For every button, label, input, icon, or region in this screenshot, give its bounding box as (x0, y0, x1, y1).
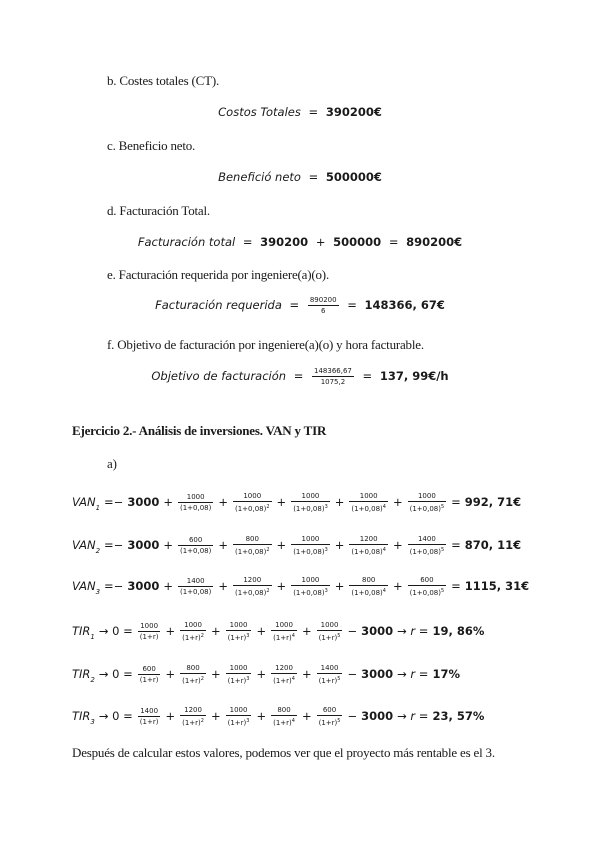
eq-e-num: 890200 (309, 296, 337, 304)
plus-sign: + (210, 624, 221, 638)
van-term (408, 576, 447, 597)
tir-term-den: (1+r) (139, 633, 159, 641)
van-equation-1 (72, 492, 521, 513)
van-result: 1115, 31€ (464, 579, 530, 593)
item-b-label: b. Costes totales (CT). (107, 73, 220, 88)
tir-term-den: $(1+r)^4$ (273, 718, 295, 727)
plus-sign: + (276, 579, 287, 593)
van-term-num: 1000 (291, 576, 330, 586)
equals-minus: =− (104, 538, 124, 552)
item-c-label: c. Beneficio neto. (107, 138, 196, 153)
plus-sign: + (210, 667, 221, 681)
plus-sign: + (218, 538, 228, 552)
eq-f-den: 1075,2 (320, 378, 346, 386)
tir-term (138, 665, 161, 684)
tir-result: 19, 86% (432, 624, 485, 638)
tir-term-den: $(1+r)^5$ (318, 718, 341, 727)
van-term (178, 577, 213, 596)
van-term-den: $(1+0,08)^4$ (351, 588, 386, 597)
equation-objetivo-facturacion: Objetivo de facturación = $\frac{148366,67}{1075,2}$ = 137, 99€/h (151, 367, 449, 386)
plus-sign: + (301, 709, 312, 723)
tir-equation-1 (72, 621, 484, 642)
equals-minus: =− (104, 579, 124, 593)
tir-term-num: 600 (138, 665, 161, 675)
van-term-num: 1000 (349, 492, 388, 502)
tir-term-num: 1200 (271, 664, 297, 674)
minus-sign: − (347, 624, 358, 638)
tir-term-num: 600 (317, 706, 343, 716)
equals-minus: =− (104, 495, 124, 509)
equation-costos-totales: Costos Totales = 390200€ (218, 105, 382, 119)
eq-c-label: Benefició neto (218, 170, 301, 184)
plus-sign: + (256, 709, 267, 723)
minus-sign: − (347, 667, 358, 681)
item-d-label: d. Facturación Total. (107, 203, 210, 218)
van-term-num: 1000 (291, 535, 330, 545)
van-term-den: $(1+0,08)^3$ (293, 547, 328, 556)
van-term (291, 576, 330, 597)
arrow-r: → r = (397, 624, 429, 638)
van-term-den: $(1+0,08)^5$ (409, 588, 445, 597)
eq-e-label: Facturación requerida (155, 298, 282, 312)
tir-index: 3 (90, 718, 95, 726)
tir-term-den: $(1+r)^3$ (227, 718, 250, 727)
eq-d-label: Facturación total (137, 235, 236, 249)
van-term-num: 1000 (178, 493, 213, 503)
van-term-den: $(1+0,08)^2$ (234, 588, 270, 597)
plus-sign: + (334, 495, 345, 509)
eq-d-value: 890200€ (406, 235, 463, 249)
item-e-label: e. Facturación requerida por ingeniere(a)(o). (107, 267, 329, 282)
plus-sign: + (301, 667, 312, 681)
tir-term-num: 1000 (138, 622, 161, 632)
eq-f-value: 137, 99€/h (379, 369, 449, 383)
van-term (233, 492, 272, 513)
van-investment: 3000 (127, 538, 160, 552)
eq-b-value: 390200€ (325, 105, 382, 119)
eq-f-num: 148366,67 (314, 367, 352, 375)
equation-facturacion-total: Facturación total = 390200 + 500000 = 890200€ (137, 235, 463, 249)
tir-investment: 3000 (361, 709, 394, 723)
tir-term-den: $(1+r)^4$ (273, 633, 295, 642)
arrow-r: → r = (397, 709, 429, 723)
tir-equation-3 (72, 706, 484, 727)
tir-term-num: 800 (271, 706, 297, 716)
van-equation-2 (72, 535, 521, 556)
tir-term-num: 1000 (317, 621, 343, 631)
tir-name: TIR (72, 624, 91, 638)
van-term-den: (1+0,08) (179, 588, 212, 596)
tir-term-num: 1400 (317, 664, 343, 674)
van-term-den: (1+0,08) (179, 504, 212, 512)
van-index: 3 (95, 588, 101, 596)
plus-sign: + (334, 579, 345, 593)
equation-facturacion-requerida: Facturación requerida = $\frac{890200}{6}$ = 148366, 67€ (155, 296, 445, 315)
tir-term-num: 1400 (138, 707, 161, 717)
tir-term-num: 1200 (180, 706, 206, 716)
tir-name: TIR (72, 709, 91, 723)
tir-term (271, 621, 297, 642)
arrow-zero: → 0 = (98, 667, 133, 681)
van-investment: 3000 (127, 579, 160, 593)
arrow-zero: → 0 = (98, 624, 133, 638)
van-index: 1 (95, 504, 101, 512)
van-term (291, 535, 330, 556)
van-term-den: $(1+0,08)^2$ (234, 547, 270, 556)
tir-index: 2 (90, 676, 95, 684)
eq-e-fraction (308, 296, 339, 315)
tir-term (138, 622, 161, 641)
tir-term-num: 1000 (226, 706, 252, 716)
tir-term (226, 706, 252, 727)
plus-sign: + (334, 538, 345, 552)
van-term (408, 535, 447, 556)
van-term-den: $(1+0,08)^4$ (351, 504, 386, 513)
tir-investment: 3000 (361, 667, 394, 681)
tir-term (180, 664, 206, 685)
van-term (291, 492, 330, 513)
eq-d-b: 500000 (333, 235, 382, 249)
van-term (178, 493, 213, 512)
van-name: VAN (72, 538, 96, 552)
tir-result: 17% (432, 667, 460, 681)
plus-sign: + (218, 495, 228, 509)
van-term (178, 536, 213, 555)
tir-term-den: $(1+r)^5$ (318, 676, 341, 685)
van-term-den: $(1+0,08)^5$ (409, 547, 445, 556)
van-result: 992, 71€ (464, 495, 522, 509)
van-term (349, 492, 388, 513)
van-term-den: $(1+0,08)^4$ (351, 547, 386, 556)
van-term (408, 492, 447, 513)
plus-sign: + (256, 667, 267, 681)
tir-term (317, 706, 343, 727)
van-name: VAN (72, 579, 96, 593)
tir-term-num: 1000 (271, 621, 297, 631)
van-term-num: 1200 (233, 576, 272, 586)
equals-sign: = (451, 538, 461, 552)
equals-sign: = (451, 579, 461, 593)
plus-sign: + (392, 495, 403, 509)
eq-e-value: 148366, 67€ (364, 298, 445, 312)
subsection-a-label: a) (107, 456, 117, 471)
minus-sign: − (347, 709, 358, 723)
tir-equation-2 (72, 664, 460, 685)
tir-term-num: 1000 (226, 664, 252, 674)
van-investment: 3000 (127, 495, 160, 509)
plus-sign: + (392, 579, 403, 593)
plus-sign: + (210, 709, 221, 723)
tir-term (317, 621, 343, 642)
tir-term-num: 1000 (180, 621, 206, 631)
tir-term (226, 664, 252, 685)
tir-term-den: $(1+r)^2$ (182, 676, 204, 685)
item-f-label: f. Objetivo de facturación por ingeniere(a)(o) y hora facturable. (107, 337, 424, 352)
van-term-num: 1000 (408, 492, 447, 502)
tir-term (138, 707, 161, 726)
tir-term (226, 621, 252, 642)
tir-term-den: $(1+r)^3$ (227, 676, 250, 685)
equation-beneficio-neto: Benefició neto = 500000€ (218, 170, 382, 184)
arrow-zero: → 0 = (98, 709, 133, 723)
eq-b-label: Costos Totales (218, 105, 301, 119)
van-term (233, 576, 272, 597)
plus-sign: + (276, 538, 287, 552)
plus-sign: + (163, 538, 173, 552)
van-term-num: 800 (233, 535, 272, 545)
eq-c-value: 500000€ (325, 170, 382, 184)
van-term-num: 600 (408, 576, 447, 586)
van-result: 870, 11€ (464, 538, 522, 552)
van-term (233, 535, 272, 556)
tir-term-num: 800 (180, 664, 206, 674)
van-term-den: $(1+0,08)^3$ (293, 588, 328, 597)
tir-term-num: 1000 (226, 621, 252, 631)
van-term-den: (1+0,08) (179, 547, 212, 555)
van-equation-3 (72, 576, 529, 597)
plus-sign: + (276, 495, 287, 509)
tir-term (180, 706, 206, 727)
eq-f-label: Objetivo de facturación (151, 369, 287, 383)
plus-sign: + (163, 495, 173, 509)
tir-investment: 3000 (361, 624, 394, 638)
tir-name: TIR (72, 667, 91, 681)
plus-sign: + (218, 579, 228, 593)
van-term-num: 600 (178, 536, 213, 546)
section-title: Ejercicio 2.- Análisis de inversiones. VAN y TIR (72, 423, 327, 438)
tir-term-den: $(1+r)^5$ (318, 633, 341, 642)
tir-term-den: $(1+r)^3$ (227, 633, 250, 642)
plus-sign: + (165, 667, 176, 681)
plus-sign: + (301, 624, 312, 638)
conclusion-text: Después de calcular estos valores, podemos ver que el proyecto más rentable es el 3. (72, 745, 495, 760)
plus-sign: + (163, 579, 173, 593)
van-term-num: 1400 (408, 535, 447, 545)
van-term-num: 1400 (178, 577, 213, 587)
eq-f-fraction (312, 367, 354, 386)
van-term-num: 1000 (291, 492, 330, 502)
tir-term-den: (1+r) (139, 676, 159, 684)
tir-index: 1 (90, 633, 95, 641)
van-term (349, 576, 388, 597)
tir-term-den: $(1+r)^4$ (273, 676, 295, 685)
van-name: VAN (72, 495, 96, 509)
tir-term (180, 621, 206, 642)
van-index: 2 (95, 547, 101, 555)
tir-term (271, 664, 297, 685)
van-term-den: $(1+0,08)^2$ (234, 504, 270, 513)
van-term-den: $(1+0,08)^3$ (293, 504, 328, 513)
plus-sign: + (165, 624, 176, 638)
tir-term (317, 664, 343, 685)
plus-sign: + (256, 624, 267, 638)
tir-term-den: $(1+r)^2$ (182, 718, 204, 727)
eq-e-den: 6 (320, 307, 326, 315)
plus-sign: + (165, 709, 176, 723)
plus-sign: + (392, 538, 403, 552)
van-term-den: $(1+0,08)^5$ (409, 504, 445, 513)
tir-term-den: (1+r) (139, 718, 159, 726)
van-term (349, 535, 388, 556)
van-term-num: 1000 (233, 492, 272, 502)
eq-d-a: 390200 (260, 235, 309, 249)
tir-term-den: $(1+r)^2$ (182, 633, 204, 642)
equals-sign: = (451, 495, 461, 509)
arrow-r: → r = (397, 667, 429, 681)
van-term-num: 800 (349, 576, 388, 586)
tir-term (271, 706, 297, 727)
tir-result: 23, 57% (432, 709, 485, 723)
van-term-num: 1200 (349, 535, 388, 545)
